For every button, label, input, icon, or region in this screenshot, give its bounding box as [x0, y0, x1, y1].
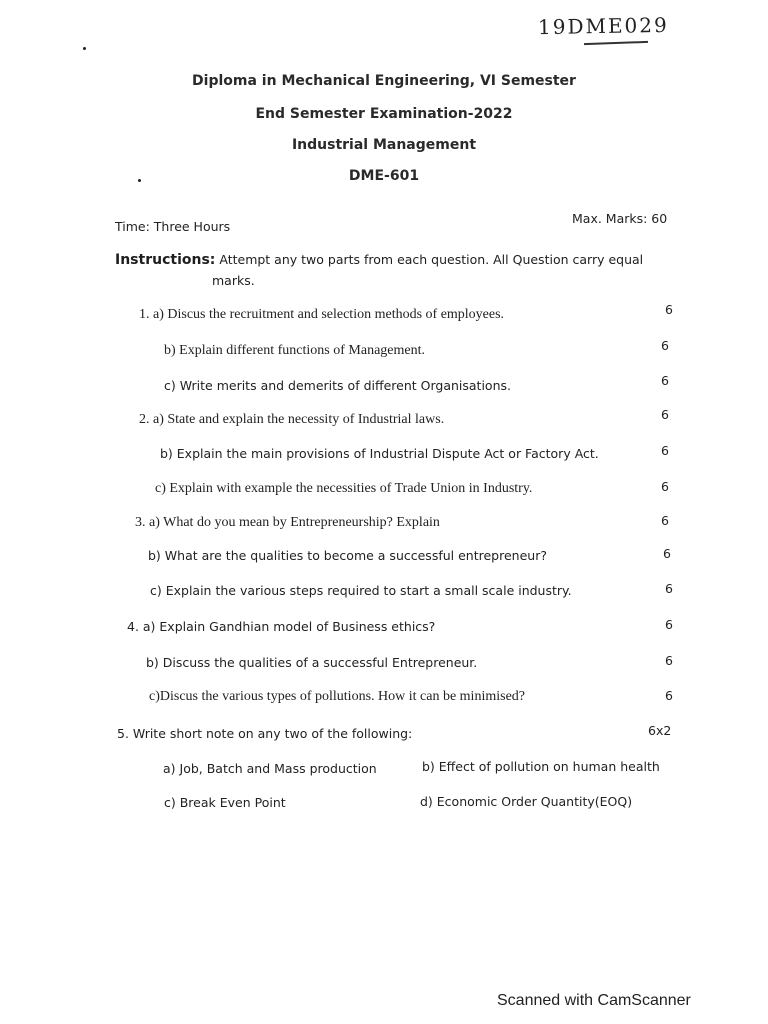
- exam-program-title: Diploma in Mechanical Engineering, VI Semester: [192, 73, 576, 89]
- question-4a: 4. a) Explain Gandhian model of Business ethics?: [127, 619, 436, 634]
- question-2a-marks: 6: [661, 407, 669, 422]
- question-3c: c) Explain the various steps required to start a small scale industry.: [150, 583, 572, 598]
- question-5-marks: 6x2: [648, 723, 672, 738]
- question-5: 5. Write short note on any two of the following:: [117, 726, 413, 741]
- question-1c: c) Write merits and demerits of different Organisations.: [164, 378, 511, 393]
- question-3b-marks: 6: [663, 546, 671, 561]
- instructions-label: Instructions:: [115, 252, 216, 268]
- question-2b: b) Explain the main provisions of Industrial Dispute Act or Factory Act.: [160, 446, 599, 461]
- question-5-option-c: c) Break Even Point: [164, 795, 286, 810]
- max-marks: Max. Marks: 60: [572, 211, 668, 226]
- question-4b-marks: 6: [665, 653, 673, 668]
- instructions: [115, 252, 643, 268]
- roll-number: 19DME029: [537, 12, 669, 40]
- question-3c-marks: 6: [665, 581, 673, 596]
- question-4c-marks: 6: [665, 688, 673, 703]
- exam-duration: Time: Three Hours: [115, 219, 231, 234]
- exam-session-title: End Semester Examination-2022: [255, 106, 513, 122]
- roll-number-underline: [584, 41, 648, 45]
- question-1b: b) Explain different functions of Management.: [164, 343, 425, 358]
- scanner-watermark: Scanned with CamScanner: [497, 992, 691, 1009]
- question-4b: b) Discuss the qualities of a successful Entrepreneur.: [146, 655, 478, 670]
- question-5-option-b: b) Effect of pollution on human health: [422, 759, 660, 774]
- question-3a: 3. a) What do you mean by Entrepreneurship? Explain: [135, 515, 440, 530]
- instructions-text: Attempt any two parts from each question. All Question carry equal: [219, 252, 644, 267]
- question-2c: c) Explain with example the necessities of Trade Union in Industry.: [155, 481, 533, 496]
- subject-title: Industrial Management: [291, 137, 477, 153]
- question-2a: 2. a) State and explain the necessity of Industrial laws.: [139, 412, 445, 427]
- question-3b: b) What are the qualities to become a successful entrepreneur?: [148, 548, 547, 563]
- question-5-option-d: d) Economic Order Quantity(EOQ): [420, 794, 633, 809]
- question-1a-marks: 6: [665, 302, 673, 317]
- question-1a: 1. a) Discus the recruitment and selection methods of employees.: [139, 307, 505, 322]
- instructions-text-cont: marks.: [212, 273, 255, 288]
- question-4a-marks: 6: [665, 617, 673, 632]
- question-2b-marks: 6: [661, 443, 669, 458]
- question-2c-marks: 6: [661, 479, 669, 494]
- scan-speck: [83, 47, 86, 50]
- question-1b-marks: 6: [661, 338, 669, 353]
- question-4c: c)Discus the various types of pollutions. How it can be minimised?: [149, 689, 525, 704]
- question-3a-marks: 6: [661, 513, 669, 528]
- question-5-option-a: a) Job, Batch and Mass production: [163, 761, 377, 776]
- question-1c-marks: 6: [661, 373, 669, 388]
- subject-code: DME-601: [348, 168, 420, 184]
